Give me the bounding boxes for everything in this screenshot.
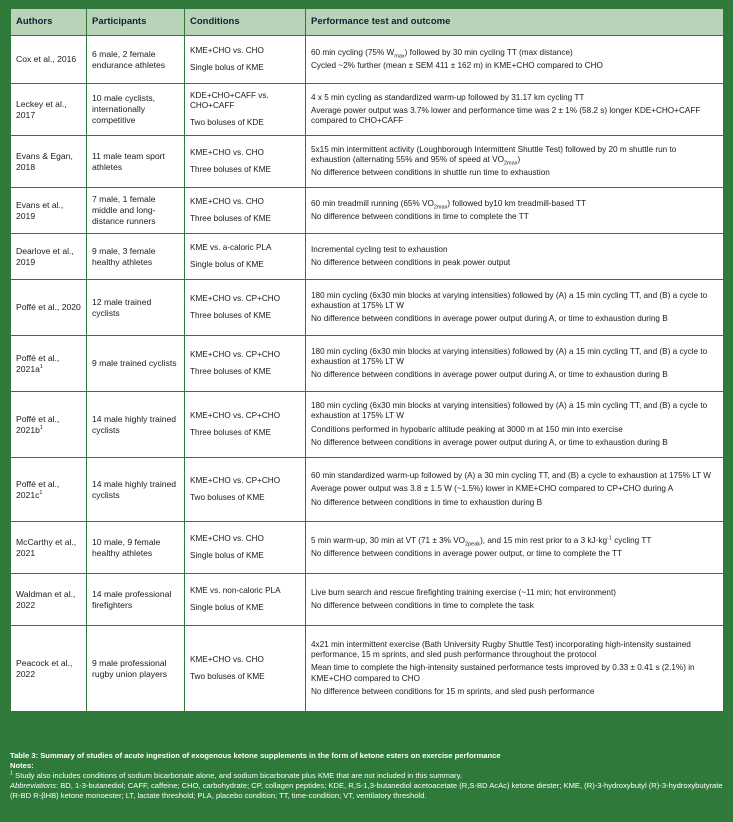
authors-text: Poffé et al., 2021b [16,413,60,435]
abbreviations-text: : BD, 1-3-butanediol; CAFF, caffeine; CHO, carbohydrate; CP, collagen peptides; KDE, R,S-1,3-butanediol acetoacetate (R,S-BD AcAc) ketone diester; KME, (R)-3-hydroxybutyl (R)-3-hydroxybutyrate (R-BD R-βHB) ketone monoester; LT, lactate threshold; PLA, placebo condition; TT, time-condition; VT, ventilatory threshold. [10,781,723,801]
performance-outcome: No difference between conditions in peak power output [311,258,511,267]
table-row [11,234,724,280]
condition-dosing: Single bolus of KME [190,550,264,560]
footnote-marker: 1 [39,363,43,370]
table-row [11,336,724,392]
table-row [11,136,724,188]
participants-cell: 6 male, 2 female endurance athletes [87,36,185,84]
condition-dosing: Three boluses of KME [190,427,272,437]
performance-cell [306,188,724,234]
condition-comparison: KME+CHO vs. CHO [190,148,264,158]
performance-outcome: No difference between conditions in average power output during A, or time to exhaustion during B [311,370,668,380]
performance-note: Conditions performed in hypobaric altitude peaking at 3000 m at 150 min into exercise [311,424,623,434]
condition-dosing: Three boluses of KME [190,164,272,174]
performance-outcome: Average power output was 3.7% lower and performance time was 2 ± 1% (58.2 s) longer KDE+CHO+CAFF compared to CHO+CAFF [311,105,701,126]
performance-cell [306,522,724,574]
participants-cell: 14 male professional firefighters [87,574,185,626]
performance-outcome: No difference between conditions in average power output, or time to complete the TT [311,549,623,558]
condition-comparison: KME+CHO vs. CHO [190,46,264,56]
authors-text: Poffé et al., 2021a [16,352,60,374]
conditions-cell [185,188,306,234]
authors-cell [11,392,87,458]
footnote-marker: 1 [39,489,43,496]
authors-text: Poffé et al., 2021c [16,478,60,500]
performance-outcome: Mean time to complete the high-intensity sustained performance tests improved by 0.33 ± 0.41 s (2.1%) in KME+CHO compared to CHO [311,663,695,683]
table-row [11,84,724,136]
performance-test: 60 min cycling (75% $W_{max}$) followed by 30 min cycling TT (max distance) [311,47,573,60]
performance-cell [306,336,724,392]
footnote-text: Study also includes conditions of sodium bicarbonate alone, and sodium bicarbonate plus KME that are not included in this summary. [13,771,463,781]
table-row [11,458,724,522]
header-authors: Authors [11,9,87,36]
performance-cell [306,574,724,626]
authors-cell: Evans et al., 2019 [11,188,87,234]
condition-comparison: KDE+CHO+CAFF vs. CHO+CAFF [190,91,269,111]
header-performance: Performance test and outcome [306,9,724,36]
participants-cell: 9 male, 3 female healthy athletes [87,234,185,280]
table-row [11,188,724,234]
condition-comparison: KME vs. non-caloric PLA [190,586,281,596]
performance-test: 60 min standardized warm-up followed by (A) a 30 min cycling TT, and (B) a cycle to exhaustion at 175% LT W [311,471,712,481]
conditions-cell [185,280,306,336]
performance-cell [306,84,724,136]
condition-comparison: KME vs. a-caloric PLA [190,243,272,253]
performance-cell [306,458,724,522]
footnote-marker: 1 [39,424,43,431]
table-header-row [11,9,724,36]
condition-comparison: KME+CHO vs. CP+CHO [190,476,281,486]
conditions-cell [185,626,306,712]
performance-test: 5x15 min intermittent activity (Loughborough Intermittent Shuttle Test) followed by 20 m shuttle run to exhaustion (alternating 55% and 95% of speed at $VO_{2max}$) [311,144,677,167]
authors-cell: Dearlove et al., 2019 [11,234,87,280]
performance-outcome: No difference between conditions in time to complete the task [311,601,534,610]
performance-test: Live burn search and rescue firefighting training exercise (~11 min; hot environment) [311,587,616,597]
performance-outcome: No difference between conditions in average power output during A, or time to exhaustion during B [311,437,668,447]
condition-dosing: Three boluses of KME [190,310,272,320]
conditions-cell [185,84,306,136]
performance-cell [306,392,724,458]
conditions-cell [185,234,306,280]
authors-cell: Leckey et al., 2017 [11,84,87,136]
performance-test: Incremental cycling test to exhaustion [311,244,448,254]
condition-dosing: Two boluses of KME [190,492,265,502]
performance-test: 5 min warm-up, 30 min at VT (71 ± 3% $VO_{2peak}$), and 15 min rest prior to a 3 $kJ\cdot kg^{-1}$ cycling TT [311,535,652,548]
participants-cell: 12 male trained cyclists [87,280,185,336]
performance-outcome-2: No difference between conditions for 15 m sprints, and sled push performance [311,686,595,696]
authors-cell: Poffé et al., 2020 [11,280,87,336]
condition-dosing: Two boluses of KDE [190,117,264,127]
caption-title: Table 3: Summary of studies of acute ingestion of exogenous ketone supplements in the form of ketone esters on exercise performance [10,751,501,760]
condition-dosing: Single bolus of KME [190,259,264,269]
participants-cell: 10 male, 9 female healthy athletes [87,522,185,574]
performance-test: 60 min treadmill running (65% $VO_{2max}$) followed by10 km treadmill-based TT [311,198,586,211]
condition-dosing: Three boluses of KME [190,213,272,223]
performance-outcome-2: No difference between conditions in time to exhaustion during B [311,497,543,507]
notes-heading: Notes: [10,761,34,771]
condition-comparison: KME+CHO vs. CP+CHO [190,294,281,304]
performance-outcome: Cycled ~2% further (mean ± SEM 411 ± 162 m) in KME+CHO compared to CHO [311,61,603,70]
condition-dosing: Single bolus of KME [190,62,264,72]
authors-cell: Cox et al., 2016 [11,36,87,84]
performance-outcome: No difference between conditions in shuttle run time to exhaustion [311,168,550,178]
participants-cell: 9 male trained cyclists [87,336,185,392]
participants-cell: 14 male highly trained cyclists [87,458,185,522]
participants-cell: 9 male professional rugby union players [87,626,185,712]
condition-comparison: KME+CHO vs. CHO [190,655,264,665]
participants-cell: 14 male highly trained cyclists [87,392,185,458]
conditions-cell [185,136,306,188]
footnote-1 [10,771,723,781]
participants-cell: 7 male, 1 female middle and long-distance runners [87,188,185,234]
condition-dosing: Two boluses of KME [190,671,265,681]
authors-cell [11,458,87,522]
performance-outcome: Average power output was 3.8 ± 1.5 W (~1.5%) lower in KME+CHO compared to CP+CHO during A [311,484,674,494]
header-participants: Participants [87,9,185,36]
performance-cell [306,36,724,84]
authors-cell [11,336,87,392]
abbreviations-label: Abbreviations [10,781,57,791]
conditions-cell [185,458,306,522]
performance-test: 180 min cycling (6x30 min blocks at varying intensities) followed by (A) a 15 min cycling TT, and (B) a cycle to exhaustion at 175% LT W [311,290,708,310]
participants-cell: 10 male cyclists, internationally competitive [87,84,185,136]
performance-cell [306,280,724,336]
condition-dosing: Three boluses of KME [190,366,272,376]
conditions-cell [185,392,306,458]
condition-comparison: KME+CHO vs. CP+CHO [190,350,281,360]
performance-cell [306,234,724,280]
performance-outcome: No difference between conditions in average power output during A, or time to exhaustion during B [311,314,668,324]
header-conditions: Conditions [185,9,306,36]
table-row [11,522,724,574]
performance-test: 4 x 5 min cycling as standardized warm-up followed by 31.17 km cycling TT [311,92,585,102]
table-row [11,626,724,712]
participants-cell: 11 male team sport athletes [87,136,185,188]
condition-comparison: KME+CHO vs. CHO [190,197,264,207]
performance-test: 180 min cycling (6x30 min blocks at varying intensities) followed by (A) a 15 min cycling TT, and (B) a cycle to exhaustion at 175% LT W [311,346,708,366]
conditions-cell [185,522,306,574]
performance-cell [306,626,724,712]
conditions-cell [185,336,306,392]
table-row [11,392,724,458]
summary-table [10,8,724,712]
condition-dosing: Single bolus of KME [190,602,264,612]
table-row [11,36,724,84]
authors-cell: Peacock et al., 2022 [11,626,87,712]
performance-test: 4x21 min intermittent exercise (Bath University Rugby Shuttle Test) incorporating high-intensity sustained performance, 15 m sprints, and sled push performance throughout the protocol [311,639,691,660]
performance-cell [306,136,724,188]
performance-outcome: No difference between conditions in time to complete the TT [311,212,529,221]
conditions-cell [185,36,306,84]
footnote-marker: 1 [10,770,14,777]
table-caption [10,751,723,801]
condition-comparison: KME+CHO vs. CP+CHO [190,411,281,421]
performance-test: 180 min cycling (6x30 min blocks at varying intensities) followed by (A) a 15 min cycling TT, and (B) a cycle to exhaustion at 175% LT W [311,401,708,421]
table-row [11,574,724,626]
authors-cell: McCarthy et al., 2021 [11,522,87,574]
authors-cell: Waldman et al., 2022 [11,574,87,626]
conditions-cell [185,574,306,626]
table-row [11,280,724,336]
authors-cell: Evans & Egan, 2018 [11,136,87,188]
condition-comparison: KME+CHO vs. CHO [190,534,264,544]
abbreviations [10,781,723,801]
